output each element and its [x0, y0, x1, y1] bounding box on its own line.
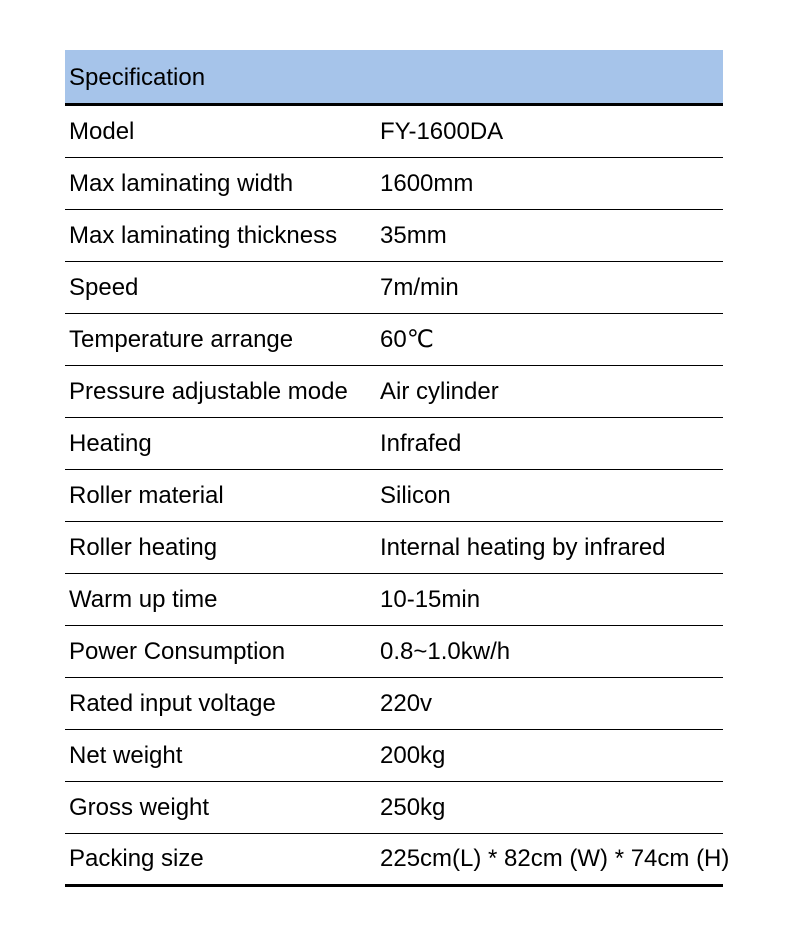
spec-value: 225cm(L) * 82cm (W) * 74cm (H): [380, 845, 730, 872]
spec-row-max-laminating-width: [65, 158, 723, 210]
specification-header: [65, 50, 723, 106]
spec-value: Infrafed: [380, 429, 462, 457]
spec-value: Internal heating by infrared: [380, 533, 666, 561]
spec-row-net-weight: [65, 730, 723, 782]
spec-label: Temperature arrange: [69, 325, 294, 353]
spec-value: 250kg: [380, 793, 446, 821]
spec-label: Gross weight: [69, 793, 210, 821]
spec-label: Net weight: [69, 741, 183, 769]
spec-row-temperature-arrange: [65, 314, 723, 366]
spec-value: Silicon: [380, 481, 451, 509]
spec-value: 200kg: [380, 741, 446, 769]
spec-row-gross-weight: [65, 782, 723, 834]
spec-row-roller-heating: [65, 522, 723, 574]
spec-value: 60℃: [380, 326, 434, 353]
spec-label: Rated input voltage: [69, 689, 276, 717]
spec-label: Roller material: [69, 481, 224, 509]
spec-row-pressure-adjustable-mode: [65, 366, 723, 418]
spec-row-roller-material: [65, 470, 723, 522]
spec-row-speed: [65, 262, 723, 314]
spec-label: Warm up time: [69, 585, 218, 613]
spec-row-max-laminating-thickness: [65, 210, 723, 262]
spec-value: 10-15min: [380, 585, 481, 613]
specification-table: [65, 50, 730, 887]
spec-label: Heating: [69, 429, 152, 457]
spec-value: 35mm: [380, 221, 447, 249]
spec-row-heating: [65, 418, 723, 470]
spec-value: Air cylinder: [380, 377, 499, 405]
spec-value: 7m/min: [380, 273, 459, 301]
spec-row-model: [65, 106, 723, 158]
spec-value: 1600mm: [380, 169, 474, 197]
spec-value: 0.8~1.0kw/h: [380, 637, 511, 665]
spec-label: Power Consumption: [69, 637, 286, 665]
spec-label: Roller heating: [69, 533, 218, 561]
spec-row-power-consumption: [65, 626, 723, 678]
spec-row-warm-up-time: [65, 574, 723, 626]
spec-label: Pressure adjustable mode: [69, 377, 348, 405]
spec-label: Max laminating width: [69, 169, 294, 197]
spec-row-rated-input-voltage: [65, 678, 723, 730]
spec-label: Packing size: [69, 845, 204, 872]
spec-value: FY-1600DA: [380, 117, 504, 145]
spec-label: Max laminating thickness: [69, 221, 338, 249]
spec-label: Speed: [69, 273, 139, 301]
specification-title: Specification: [69, 63, 206, 91]
spec-value: 220v: [380, 689, 433, 717]
spec-label: Model: [69, 117, 135, 145]
spec-row-packing-size: [65, 834, 730, 887]
